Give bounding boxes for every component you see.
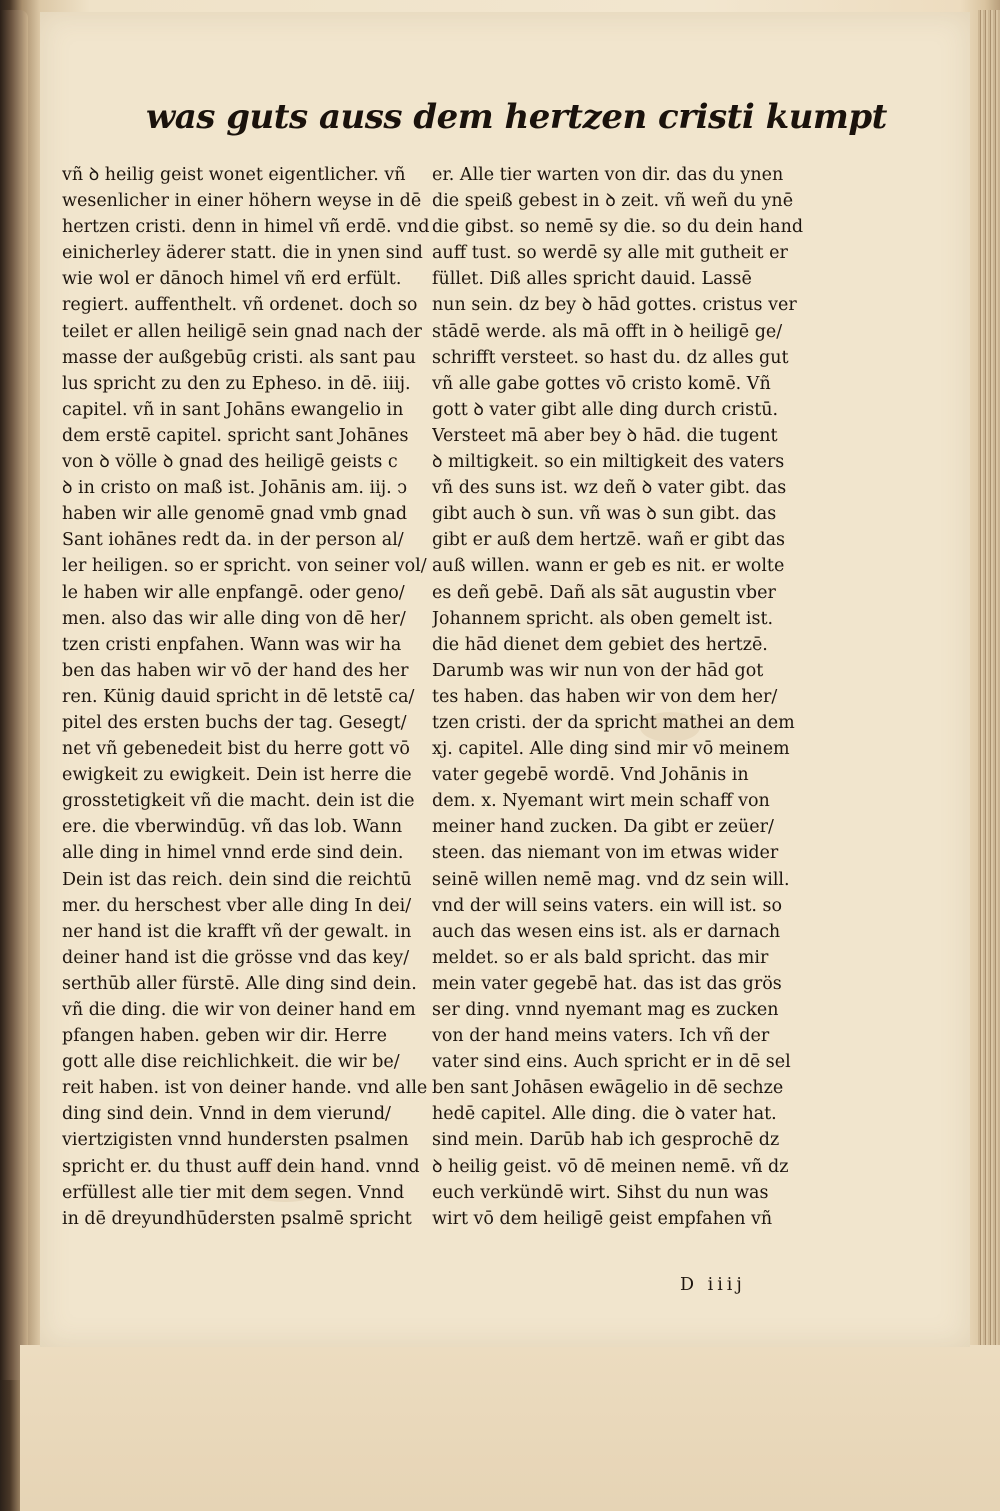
text-line: von ꝺ völle ꝺ gnad des heiligē geists c [62,452,398,473]
text-line: vñ ꝺ heilig geist wonet eigentlicher. vñ [62,165,406,185]
text-line: auch das wesen eins ist. als er darnach [432,921,781,942]
text-line: schrifft versteet. so hast du. dz alles gut [432,347,789,368]
text-line: ben sant Johāsen ewāgelio in dē sechze [432,1078,784,1099]
text-line: vñ alle gabe gottes vō cristo komē. Vñ [432,373,771,394]
text-line: ewigkeit zu ewigkeit. Dein ist herre die [62,765,412,786]
text-line: nun sein. dz bey ꝺ hād gottes. cristus ver [432,295,797,316]
text-line: tzen cristi enpfahen. Wann was wir ha [62,634,402,655]
text-line: euch verkündē wirt. Sihst du nun was [432,1182,769,1203]
text-column-left [62,162,434,1232]
text-line: mein vater gegebē hat. das ist das grös [432,973,782,994]
text-line: vater gegebē wordē. Vnd Johānis in [432,765,749,786]
text-line: vater sind eins. Auch spricht er in dē sel [432,1052,791,1073]
text-line: meldet. so er als bald spricht. das mir [432,947,769,968]
text-line: ser ding. vnnd nyemant mag es zucken [432,1000,779,1020]
text-line: pfangen haben. geben wir dir. Herre [62,1026,387,1047]
text-line: tes haben. das haben wir von dem her/ [432,686,778,707]
text-line: le haben wir alle enpfangē. oder geno/ [62,582,405,603]
text-line: in dē dreyundhūdersten psalmē spricht [62,1208,412,1229]
text-line: ner hand ist die krafft vñ der gewalt. in [62,921,412,942]
text-line: wesenlicher in einer höhern weyse in dē [62,191,422,212]
text-line: masse der außgebūg cristi. als sant pau [62,347,416,368]
text-line: die speiß gebest in ꝺ zeit. vñ weñ du ynē [432,191,794,212]
text-line: serthūb aller fürstē. Alle ding sind dein. [62,973,417,994]
text-line: erfüllest alle tier mit dem segen. Vnnd [62,1182,405,1203]
text-line: auß willen. wann er geb es nit. er wolte [432,556,785,577]
text-line: Sant iohānes redt da. in der person al/ [62,530,404,551]
text-line: tzen cristi. der da spricht mathei an dem [432,712,795,733]
text-line: ere. die vberwindūg. vñ das lob. Wann [62,817,403,838]
text-line: regiert. auffenthelt. vñ ordenet. doch so [62,295,418,316]
text-line: füllet. Diß alles spricht dauid. Lassē [432,269,752,290]
text-line: net vñ gebenedeit bist du herre gott vō [62,739,410,760]
text-line: Dein ist das reich. dein sind die reichtū [62,869,412,890]
text-line: teilet er allen heiligē sein gnad nach der [62,321,422,342]
text-line: ꝺ miltigkeit. so ein miltigkeit des vaters [432,452,785,473]
text-line: ren. Künig dauid spricht in dē letstē ca/ [62,686,415,707]
signature-mark: D iiij [680,1275,746,1295]
text-line: ben das haben wir vō der hand des her [62,660,409,681]
text-line: wirt vō dem heiligē geist empfahen vñ [432,1208,773,1229]
text-line: stādē werde. als mā offt in ꝺ heiligē ge/ [432,321,783,342]
text-line: Johannem spricht. als oben gemelt ist. [432,608,774,629]
text-line: ler heiligen. so er spricht. von seiner vol/ [62,556,427,577]
bottom-margin [20,1345,1000,1511]
text-line: vñ die ding. die wir von deiner hand em [62,1000,416,1020]
text-line: haben wir alle genomē gnad vmb gnad [62,504,408,525]
text-line: die hād dienet dem gebiet des hertzē. [432,634,768,655]
text-line: ꝺ heilig geist. vō dē meinen nemē. vñ dz [432,1156,789,1177]
text-line: hertzen cristi. denn in himel vñ erdē. vnd [62,217,430,238]
text-line: seinē willen nemē mag. vnd dz sein will. [432,869,790,890]
text-line: reit haben. ist von deiner hande. vnd alle [62,1078,428,1099]
text-line: Darumb was wir nun von der hād got [432,660,764,681]
text-line: viertzigisten vnnd hundersten psalmen [62,1130,409,1151]
text-line: alle ding in himel vnnd erde sind dein. [62,843,404,864]
facing-page-edge [0,10,28,1380]
text-line: auff tust. so werdē sy alle mit gutheit er [432,243,788,264]
text-line: gott ꝺ vater gibt alle ding durch cristū. [432,399,779,420]
text-line: hedē capitel. Alle ding. die ꝺ vater hat. [432,1104,777,1125]
text-line: capitel. vñ in sant Johāns ewangelio in [62,399,404,420]
text-line: meiner hand zucken. Da gibt er zeüer/ [432,817,774,838]
text-line: Versteet mā aber bey ꝺ hād. die tugent [432,425,778,446]
text-line: spricht er. du thust auff dein hand. vnnd [62,1156,420,1177]
text-line: deiner hand ist die grösse vnd das key/ [62,947,410,968]
text-line: mer. du herschest vber alle ding In dei/ [62,895,412,916]
text-line: die gibst. so nemē sy die. so du dein hand [432,217,804,238]
text-line: xj. capitel. Alle ding sind mir vō meinem [432,739,790,760]
text-line: men. also das wir alle ding von dē her/ [62,608,406,629]
text-line: sind mein. Darūb hab ich gesprochē dz [432,1130,780,1151]
text-line: vñ des suns ist. wz deñ ꝺ vater gibt. das [432,478,787,499]
text-column-right [432,162,812,1232]
text-line: gott alle dise reichlichkeit. die wir be/ [62,1052,400,1073]
text-line: dem erstē capitel. spricht sant Johānes [62,425,409,446]
text-line: steen. das niemant von im etwas wider [432,843,779,864]
text-line: von der hand meins vaters. Ich vñ der [432,1026,770,1047]
text-line: es deñ gebē. Dañ als sāt augustin vber [432,582,776,603]
text-line: pitel des ersten buchs der tag. Gesegt/ [62,712,407,733]
text-line: wie wol er dānoch himel vñ erd erfült. [62,269,402,290]
text-line: ꝺ in cristo on maß ist. Johānis am. iij. ↄ [62,478,408,499]
text-line: vnd der will seins vaters. ein will ist. so [432,895,783,916]
page-stack-edge [978,10,1000,1350]
text-line: einicherley äderer statt. die in ynen sind [62,243,423,264]
text-line: grosstetigkeit vñ die macht. dein ist die [62,791,415,812]
text-line: er. Alle tier warten von dir. das du ynen [432,165,784,185]
text-line: lus spricht zu den zu Epheso. in dē. iiij. [62,373,411,394]
running-title: was guts auss dem hertzen cristi kumpt [146,97,887,137]
text-line: dem. x. Nyemant wirt mein schaff von [432,791,770,812]
book-page [40,12,970,1347]
text-line: gibt auch ꝺ sun. vñ was ꝺ sun gibt. das [432,504,777,525]
text-line: ding sind dein. Vnnd in dem vierund/ [62,1104,391,1125]
text-line: gibt er auß dem hertzē. wañ er gibt das [432,530,786,551]
